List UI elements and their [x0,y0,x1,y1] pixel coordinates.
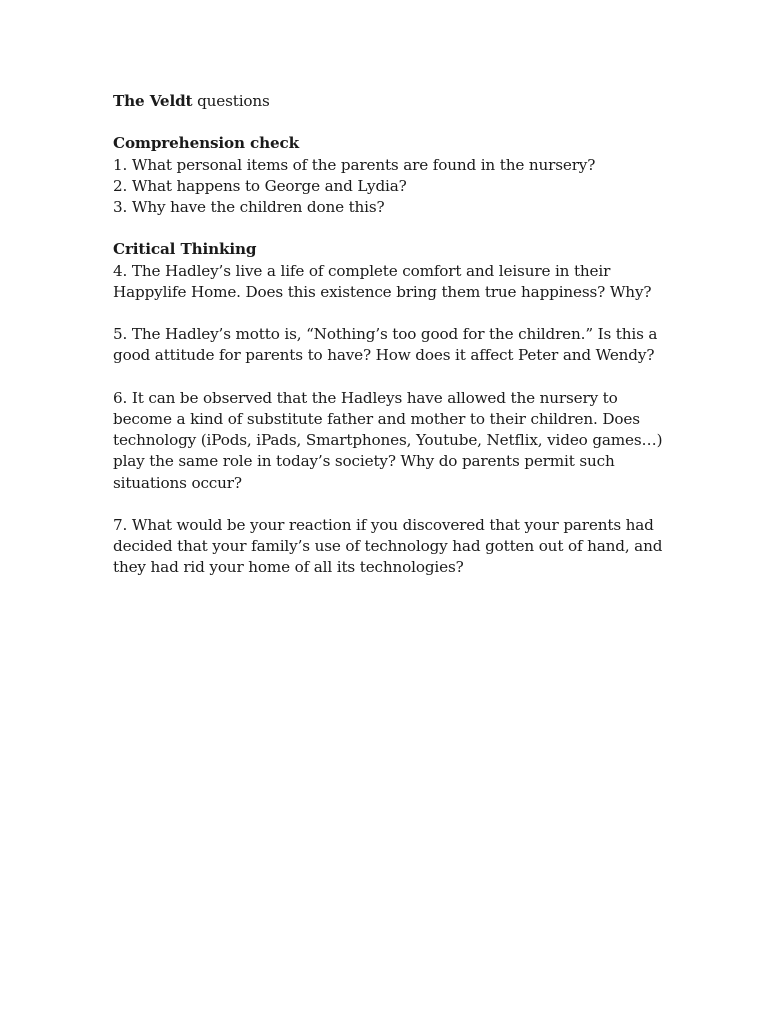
section-heading-critical-thinking: Critical Thinking [113,240,257,259]
question-line: decided that your family’s use of technology had gotten out of hand, and [113,537,663,556]
question-line: good attitude for parents to have? How does it affect Peter and Wendy? [113,346,655,365]
title-rest: questions [192,92,270,110]
document-title [113,91,673,112]
question-3 [113,197,673,218]
question-line: 2. What happens to George and Lydia? [113,176,407,195]
title-bold: The Veldt [113,92,193,110]
question-line: 3. Why have the children done this? [113,198,385,216]
question-line: 6. It can be observed that the Hadleys have allowed the nursery to [113,388,618,407]
question-line: 5. The Hadley’s motto is, “Nothing’s too good for the children.” Is this a [113,325,658,344]
spacer [113,218,673,239]
spacer [113,303,673,324]
question-2 [113,176,673,197]
question-line: situations occur? [113,473,242,492]
question-line: Happylife Home. Does this existence bring them true happiness? Why? [113,282,652,301]
question-line: they had rid your home of all its technologies? [113,558,464,577]
spacer [113,112,673,133]
question-1 [113,155,673,176]
spacer [113,367,673,388]
question-line: become a kind of substitute father and mother to their children. Does [113,409,640,428]
question-5 [113,324,673,366]
spacer [113,494,673,515]
question-6 [113,388,673,494]
question-line: 7. What would be your reaction if you discovered that your parents had [113,515,654,534]
question-4 [113,261,673,303]
question-7 [113,515,673,579]
section-heading-comprehension: Comprehension check [113,134,299,153]
document-page [113,91,673,579]
question-line: play the same role in today’s society? Why do parents permit such [113,452,615,471]
question-line: technology (iPods, iPads, Smartphones, Youtube, Netflix, video games…) [113,431,663,450]
question-line: 1. What personal items of the parents are found in the nursery? [113,155,596,174]
question-line: 4. The Hadley’s live a life of complete comfort and leisure in their [113,261,611,280]
